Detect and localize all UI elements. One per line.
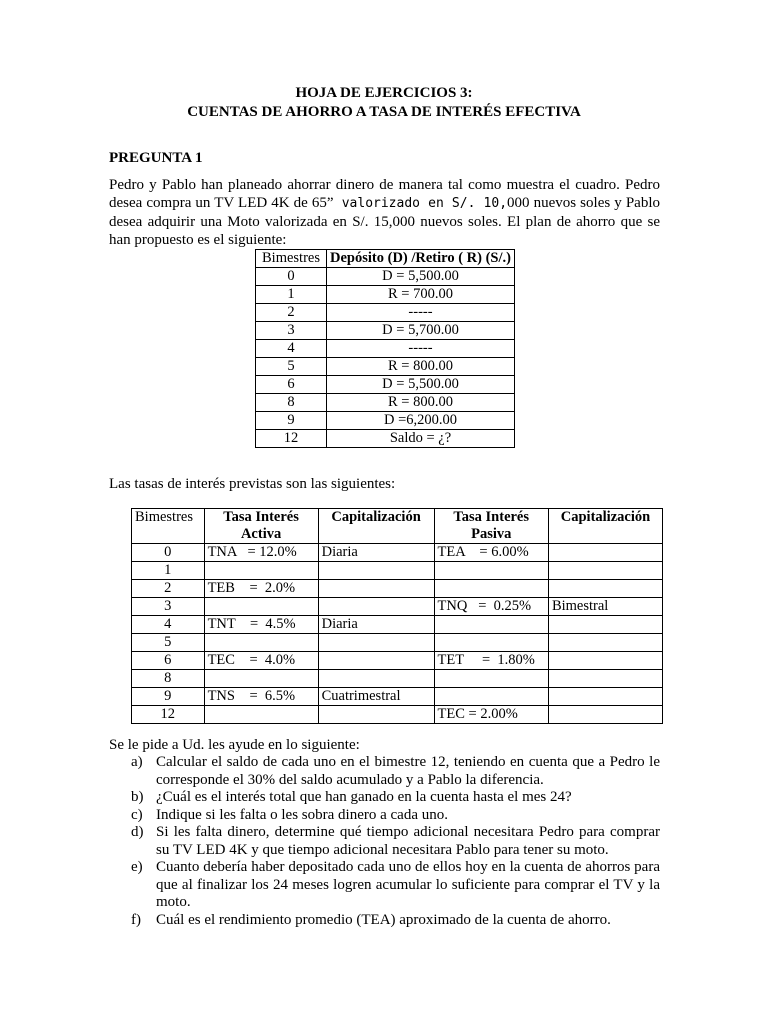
period-cell: 2 xyxy=(132,580,205,598)
capitalization-passive-cell xyxy=(548,580,662,598)
interest-rates-table xyxy=(131,508,663,724)
table-row xyxy=(256,376,515,394)
passive-rate-cell: TET = 1.80% xyxy=(434,652,548,670)
table-header-row xyxy=(132,509,663,544)
table-row xyxy=(132,544,663,562)
table-row xyxy=(256,268,515,286)
table-row xyxy=(256,394,515,412)
period-cell: 12 xyxy=(132,706,205,724)
period-cell: 1 xyxy=(256,286,327,304)
capitalization-active-cell xyxy=(318,634,434,652)
table-row xyxy=(132,580,663,598)
period-cell: 5 xyxy=(132,634,205,652)
table-header-row xyxy=(256,250,515,268)
table-row xyxy=(256,322,515,340)
capitalization-passive-cell: Bimestral xyxy=(548,598,662,616)
period-cell: 4 xyxy=(132,616,205,634)
task-label: a) xyxy=(131,754,143,770)
list-item xyxy=(109,807,660,825)
passive-rate-cell: TEA = 6.00% xyxy=(434,544,548,562)
capitalization-passive-cell xyxy=(548,634,662,652)
tasks-list xyxy=(109,754,660,929)
table-row xyxy=(132,634,663,652)
column-header-passive-rate: Tasa Interés Pasiva xyxy=(434,509,548,544)
table-row xyxy=(256,304,515,322)
question-text-mono: valorizado en S/. 10, xyxy=(333,196,508,211)
passive-rate-cell xyxy=(434,670,548,688)
task-label: f) xyxy=(131,911,141,928)
table-row xyxy=(132,670,663,688)
period-cell: 9 xyxy=(256,412,327,430)
question-paragraph xyxy=(109,176,660,249)
table-row xyxy=(256,430,515,448)
capitalization-passive-cell xyxy=(548,544,662,562)
table-row xyxy=(256,358,515,376)
capitalization-active-cell xyxy=(318,562,434,580)
task-label: e) xyxy=(131,859,143,875)
period-cell: 6 xyxy=(256,376,327,394)
active-rate-cell: TNS = 6.5% xyxy=(204,688,318,706)
active-rate-cell xyxy=(204,562,318,580)
amount-cell: D =6,200.00 xyxy=(327,412,515,430)
column-header-amount: Depósito (D) /Retiro ( R) (S/.) xyxy=(327,250,515,268)
passive-rate-cell: TEC = 2.00% xyxy=(434,706,548,724)
list-item xyxy=(109,754,660,789)
active-rate-cell: TEC = 4.0% xyxy=(204,652,318,670)
active-rate-cell: TNT = 4.5% xyxy=(204,616,318,634)
column-header-period: Bimestres xyxy=(132,509,205,544)
capitalization-active-cell xyxy=(318,670,434,688)
active-rate-cell: TEB = 2.0% xyxy=(204,580,318,598)
capitalization-active-cell xyxy=(318,580,434,598)
amount-cell: ----- xyxy=(327,304,515,322)
period-cell: 3 xyxy=(256,322,327,340)
period-cell: 0 xyxy=(256,268,327,286)
capitalization-active-cell xyxy=(318,652,434,670)
table-row xyxy=(132,562,663,580)
passive-rate-cell xyxy=(434,562,548,580)
table-row xyxy=(132,598,663,616)
savings-plan-table xyxy=(255,249,515,448)
passive-rate-cell xyxy=(434,616,548,634)
amount-cell: D = 5,500.00 xyxy=(327,268,515,286)
list-item xyxy=(109,824,660,859)
period-cell: 8 xyxy=(132,670,205,688)
column-header-period: Bimestres xyxy=(256,250,327,268)
column-header-capitalization-active: Capitalización xyxy=(318,509,434,544)
table-row xyxy=(256,412,515,430)
capitalization-active-cell xyxy=(318,598,434,616)
tasks-intro: Se le pide a Ud. les ayude en lo siguiente: xyxy=(109,737,360,753)
passive-rate-cell: TNQ = 0.25% xyxy=(434,598,548,616)
passive-rate-cell xyxy=(434,580,548,598)
column-header-capitalization-passive: Capitalización xyxy=(548,509,662,544)
active-rate-cell xyxy=(204,670,318,688)
amount-cell: D = 5,500.00 xyxy=(327,376,515,394)
document-title-line1: HOJA DE EJERCICIOS 3: xyxy=(295,85,473,101)
task-text: ¿Cuál es el interés total que han ganado en la cuenta hasta el mes 24? xyxy=(156,789,572,805)
table-row xyxy=(256,286,515,304)
amount-cell: D = 5,700.00 xyxy=(327,322,515,340)
capitalization-active-cell: Diaria xyxy=(318,544,434,562)
active-rate-cell xyxy=(204,706,318,724)
amount-cell: R = 700.00 xyxy=(327,286,515,304)
task-text: Indique si les falta o les sobra dinero a cada uno. xyxy=(156,806,448,823)
capitalization-passive-cell xyxy=(548,562,662,580)
task-label: d) xyxy=(131,824,144,840)
capitalization-active-cell xyxy=(318,706,434,724)
capitalization-passive-cell xyxy=(548,670,662,688)
list-item xyxy=(109,859,660,912)
period-cell: 2 xyxy=(256,304,327,322)
capitalization-active-cell: Cuatrimestral xyxy=(318,688,434,706)
capitalization-passive-cell xyxy=(548,652,662,670)
active-rate-cell xyxy=(204,598,318,616)
amount-cell: Saldo = ¿? xyxy=(327,430,515,448)
capitalization-active-cell: Diaria xyxy=(318,616,434,634)
question-heading: PREGUNTA 1 xyxy=(109,150,203,166)
list-item xyxy=(109,789,660,807)
task-text: Calcular el saldo de cada uno en el bimestre 12, teniendo en cuenta que a Pedro le corresponde el 30% del saldo acumulado y a Pablo la diferencia. xyxy=(156,754,660,788)
active-rate-cell: TNA = 12.0% xyxy=(204,544,318,562)
passive-rate-cell xyxy=(434,688,548,706)
capitalization-passive-cell xyxy=(548,706,662,724)
period-cell: 4 xyxy=(256,340,327,358)
table-row xyxy=(132,652,663,670)
question-text-part1: Pedro y Pablo han planeado ahorrar dinero de manera tal como muestra el cuadro. Pedro desea compra un TV LED 4K de 65” xyxy=(109,177,660,211)
table-row xyxy=(132,688,663,706)
period-cell: 5 xyxy=(256,358,327,376)
rates-intro: Las tasas de interés previstas son las siguientes: xyxy=(109,476,396,492)
period-cell: 6 xyxy=(132,652,205,670)
table-row xyxy=(132,616,663,634)
task-label: c) xyxy=(131,806,143,823)
amount-cell: ----- xyxy=(327,340,515,358)
task-text: Si les falta dinero, determine qué tiempo adicional necesitara Pedro para comprar su TV LED 4K y que tiempo adicional necesitara Pablo para tener su moto. xyxy=(156,824,660,858)
amount-cell: R = 800.00 xyxy=(327,358,515,376)
period-cell: 8 xyxy=(256,394,327,412)
period-cell: 12 xyxy=(256,430,327,448)
amount-cell: R = 800.00 xyxy=(327,394,515,412)
column-header-active-rate: Tasa Interés Activa xyxy=(204,509,318,544)
passive-rate-cell xyxy=(434,634,548,652)
list-item xyxy=(109,912,660,930)
period-cell: 1 xyxy=(132,562,205,580)
active-rate-cell xyxy=(204,634,318,652)
capitalization-passive-cell xyxy=(548,688,662,706)
task-label: b) xyxy=(131,789,144,805)
document-title-line2: CUENTAS DE AHORRO A TASA DE INTERÉS EFECTIVA xyxy=(187,104,581,120)
period-cell: 3 xyxy=(132,598,205,616)
task-text: Cuál es el rendimiento promedio (TEA) aproximado de la cuenta de ahorro. xyxy=(156,911,611,928)
task-text: Cuanto debería haber depositado cada uno de ellos hoy en la cuenta de ahorros para que al finalizar los 24 meses logren acumular lo suficiente para comprar el TV y la moto. xyxy=(156,859,660,910)
question-text-part2: 000 nuevos soles y Pablo desea adquirir una Moto valorizada en S/. 15,000 nuevos soles. El plan de ahorro que se han propuesto es el siguiente: xyxy=(109,195,660,248)
period-cell: 0 xyxy=(132,544,205,562)
table-row xyxy=(132,706,663,724)
table-row xyxy=(256,340,515,358)
capitalization-passive-cell xyxy=(548,616,662,634)
period-cell: 9 xyxy=(132,688,205,706)
